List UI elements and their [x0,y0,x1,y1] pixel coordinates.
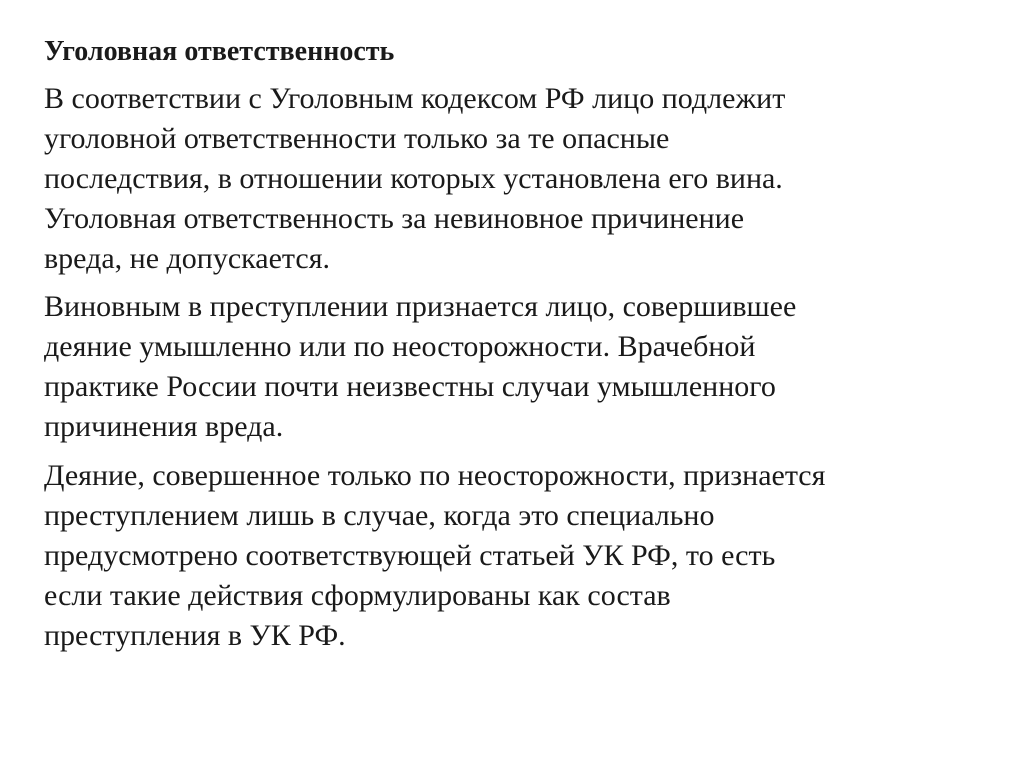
text-line: преступления в УК РФ. [44,619,346,652]
text-line: уголовной ответственности только за те опасные [44,122,670,155]
slide-title: Уголовная ответственность [44,36,395,67]
paragraph-3 [44,456,994,656]
text-line: Деяние, совершенное только по неосторожности, признается [44,459,826,492]
text-line: В соответствии с Уголовным кодексом РФ лицо подлежит [44,82,786,115]
text-line: если такие действия сформулированы как состав [44,579,671,612]
text-line: преступлением лишь в случае, когда это специально [44,499,715,532]
text-line: последствия, в отношении которых установлена его вина. [44,162,783,195]
text-line: предусмотрено соответствующей статьей УК РФ, то есть [44,539,776,572]
paragraph-2 [44,287,994,447]
text-line: причинения вреда. [44,410,284,443]
text-line: Виновным в преступлении признается лицо, совершившее [44,290,797,323]
text-line: Уголовная ответственность за невиновное причинение [44,202,745,235]
paragraph-1 [44,79,994,279]
text-line: практике России почти неизвестны случаи умышленного [44,370,776,403]
text-line: деяние умышленно или по неосторожности. Врачебной [44,330,756,363]
text-line: вреда, не допускается. [44,242,331,275]
slide-content [44,32,994,656]
